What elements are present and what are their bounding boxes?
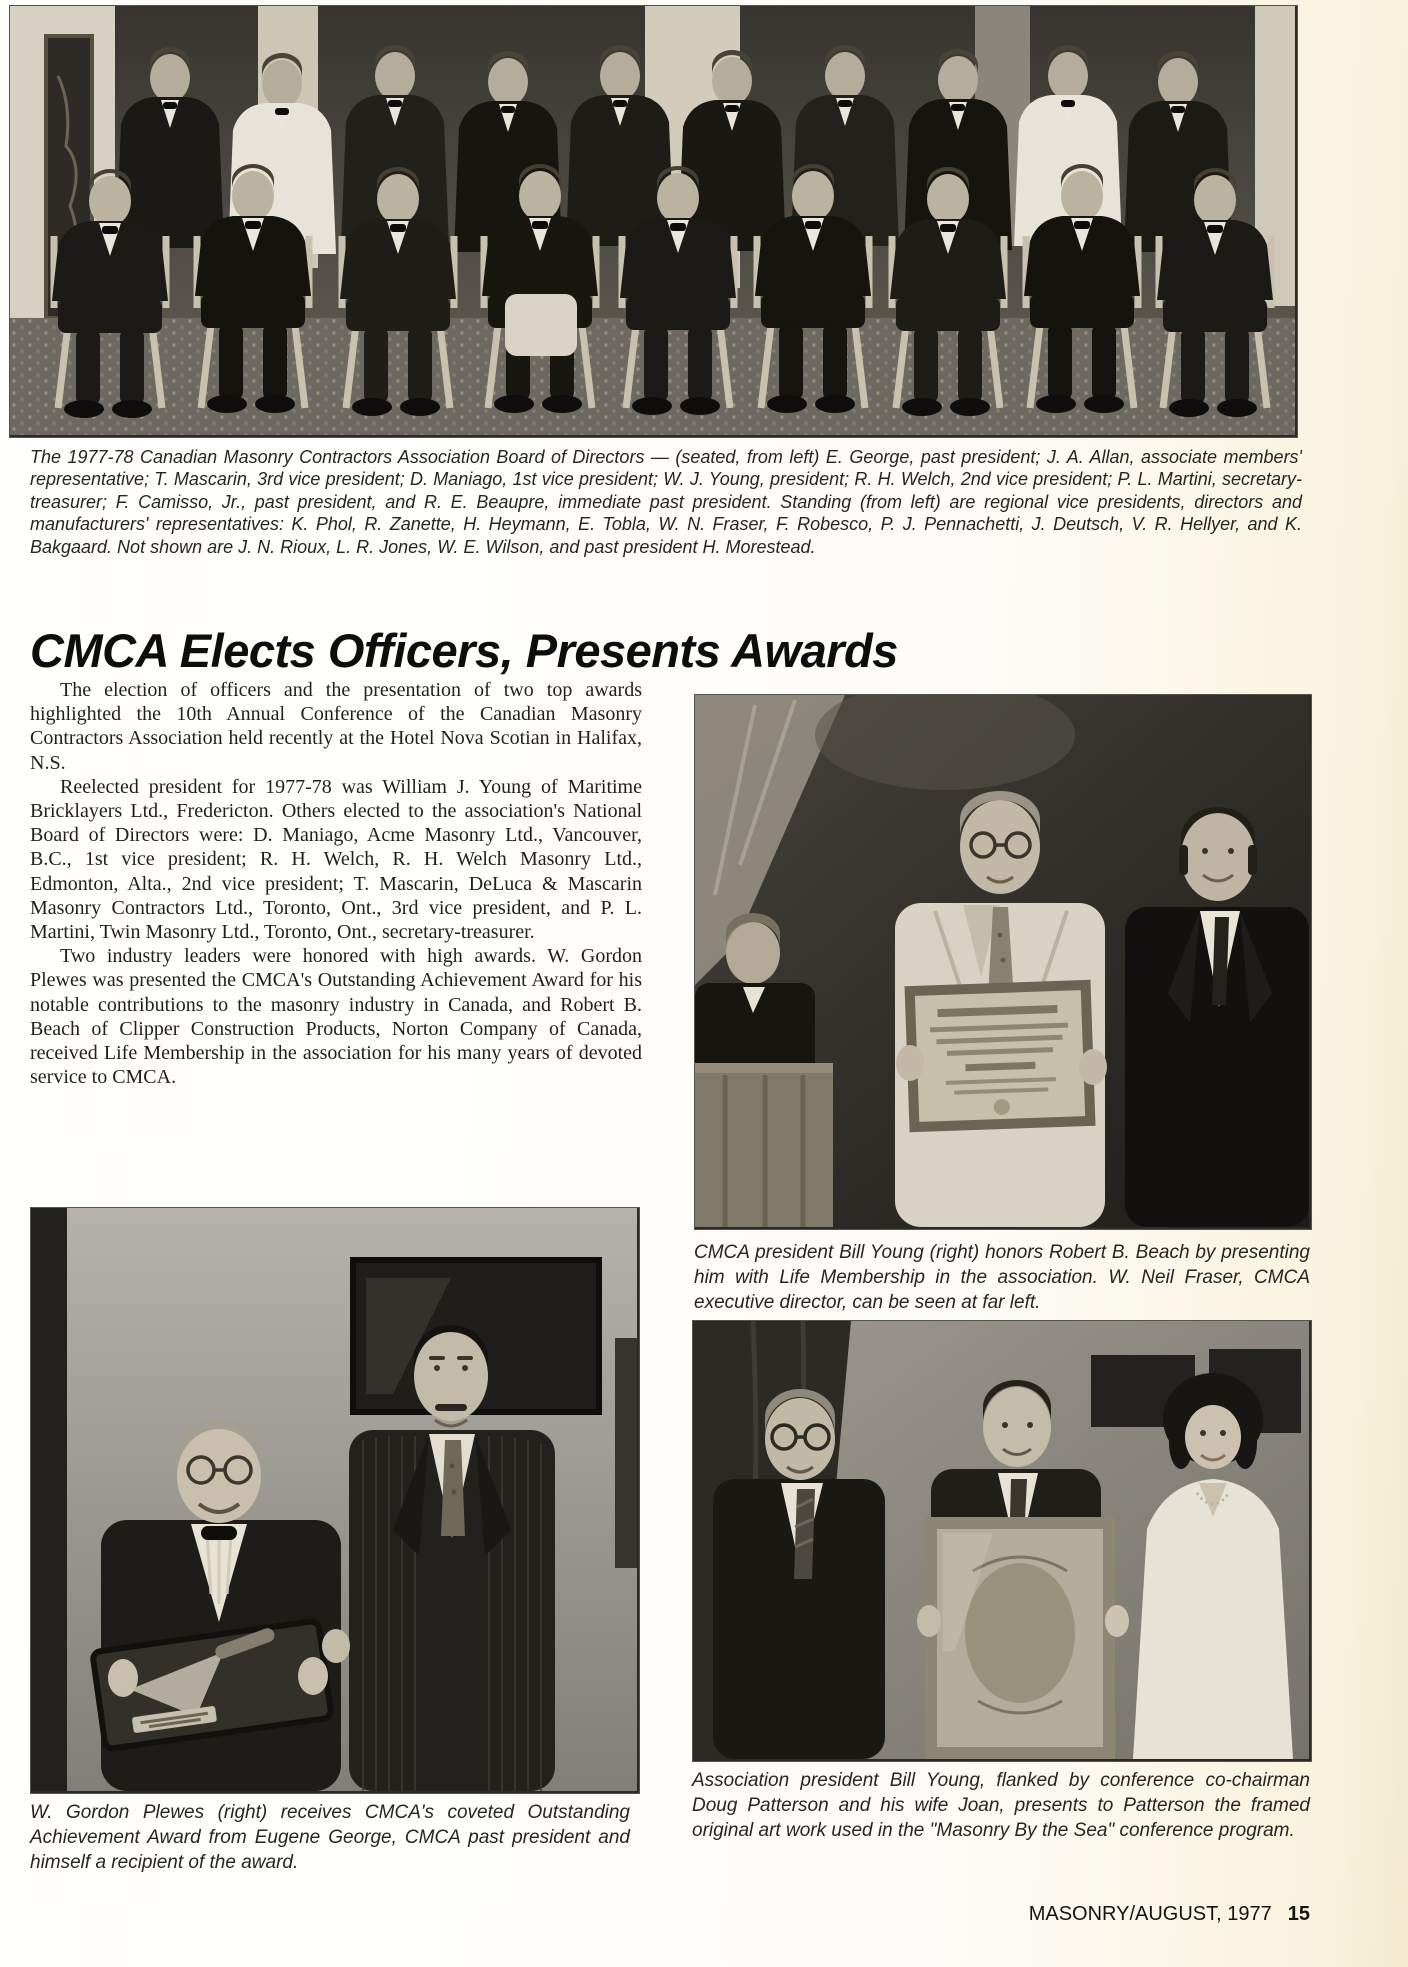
page-title: CMCA Elects Officers, Presents Awards (30, 624, 898, 678)
life-membership-photo-illustration (695, 695, 1309, 1227)
page-footer (1029, 1903, 1310, 1926)
caption-patterson-artwork: Association president Bill Young, flanked by conference co-chairman Doug Patterson and his wife Joan, presents to Patterson the framed original art work used in the "Masonry By the Sea" conference program. (692, 1770, 1310, 1841)
article-body (30, 678, 642, 1089)
caption-plewes-award: W. Gordon Plewes (right) receives CMCA's coveted Outstanding Achievement Award from Eugene George, CMCA past president and himself a recipient of the award. (30, 1802, 630, 1873)
photo-board-of-directors (9, 5, 1298, 438)
board-photo-illustration (10, 6, 1295, 435)
article-paragraph: The election of officers and the presentation of two top awards highlighted the 10th Annual Conference of the Canadian Masonry Contractors Association held recently at the Hotel Nova Scotian in Halifax, N.S. (30, 679, 642, 774)
article-paragraph: Reelected president for 1977-78 was William J. Young of Maritime Bricklayers Ltd., Fredericton. Others elected to the association's National Board of Directors were: D. Maniago, Acme Masonry Ltd., Vancouver, B.C., 1st vice president; R. H. Welch, R. H. Welch Masonry Ltd., Edmonton, Alta., 2nd vice president; T. Mascarin, DeLuca & Mascarin Masonry Contractors Ltd., Toronto, Ont., 3rd vice president, and P. L. Martini, Twin Masonry Ltd., Toronto, Ont., secretary-treasurer. (30, 775, 642, 944)
footer-page-number: 15 (1287, 1903, 1310, 1925)
photo-plewes-award (30, 1207, 640, 1794)
photo-patterson-artwork (692, 1320, 1312, 1762)
patterson-artwork-photo-illustration (693, 1321, 1309, 1759)
caption-board-of-directors: The 1977-78 Canadian Masonry Contractors Association Board of Directors — (seated, from left) E. George, past president; J. A. Allan, associate members' representative; T. Mascarin, 3rd vice president; D. Maniago, 1st vice president; W. J. Young, president; R. H. Welch, 2nd vice president; P. L. Martini, secretary-treasurer; F. Camisso, Jr., past president, and R. E. Beaupre, immediate past president. Standing (from left) are regional vice presidents, directors and manufacturers' representatives: K. Phol, R. Zanette, H. Heymann, E. Tobla, W. N. Fraser, F. Robesco, P. J. Pennachetti, J. Deutsch, V. R. Hellyer, and K. Bakgaard. Not shown are J. N. Rioux, L. R. Jones, W. E. Wilson, and past president H. Morestead. (30, 447, 1302, 557)
photo-life-membership (694, 694, 1312, 1230)
caption-life-membership: CMCA president Bill Young (right) honors Robert B. Beach by presenting him with Life Membership in the association. W. Neil Fraser, CMCA executive director, can be seen at far left. (694, 1242, 1310, 1313)
footer-magazine-title: MASONRY/AUGUST, 1977 (1028, 1903, 1272, 1925)
article-paragraph: Two industry leaders were honored with high awards. W. Gordon Plewes was presented the CMCA's Outstanding Achievement Award for his notable contributions to the masonry industry in Canada, and Robert B. Beach of Clipper Construction Products, Norton Company of Canada, received Life Membership in the association for his many years of devoted service to CMCA. (30, 945, 642, 1089)
plewes-award-photo-illustration (31, 1208, 637, 1791)
